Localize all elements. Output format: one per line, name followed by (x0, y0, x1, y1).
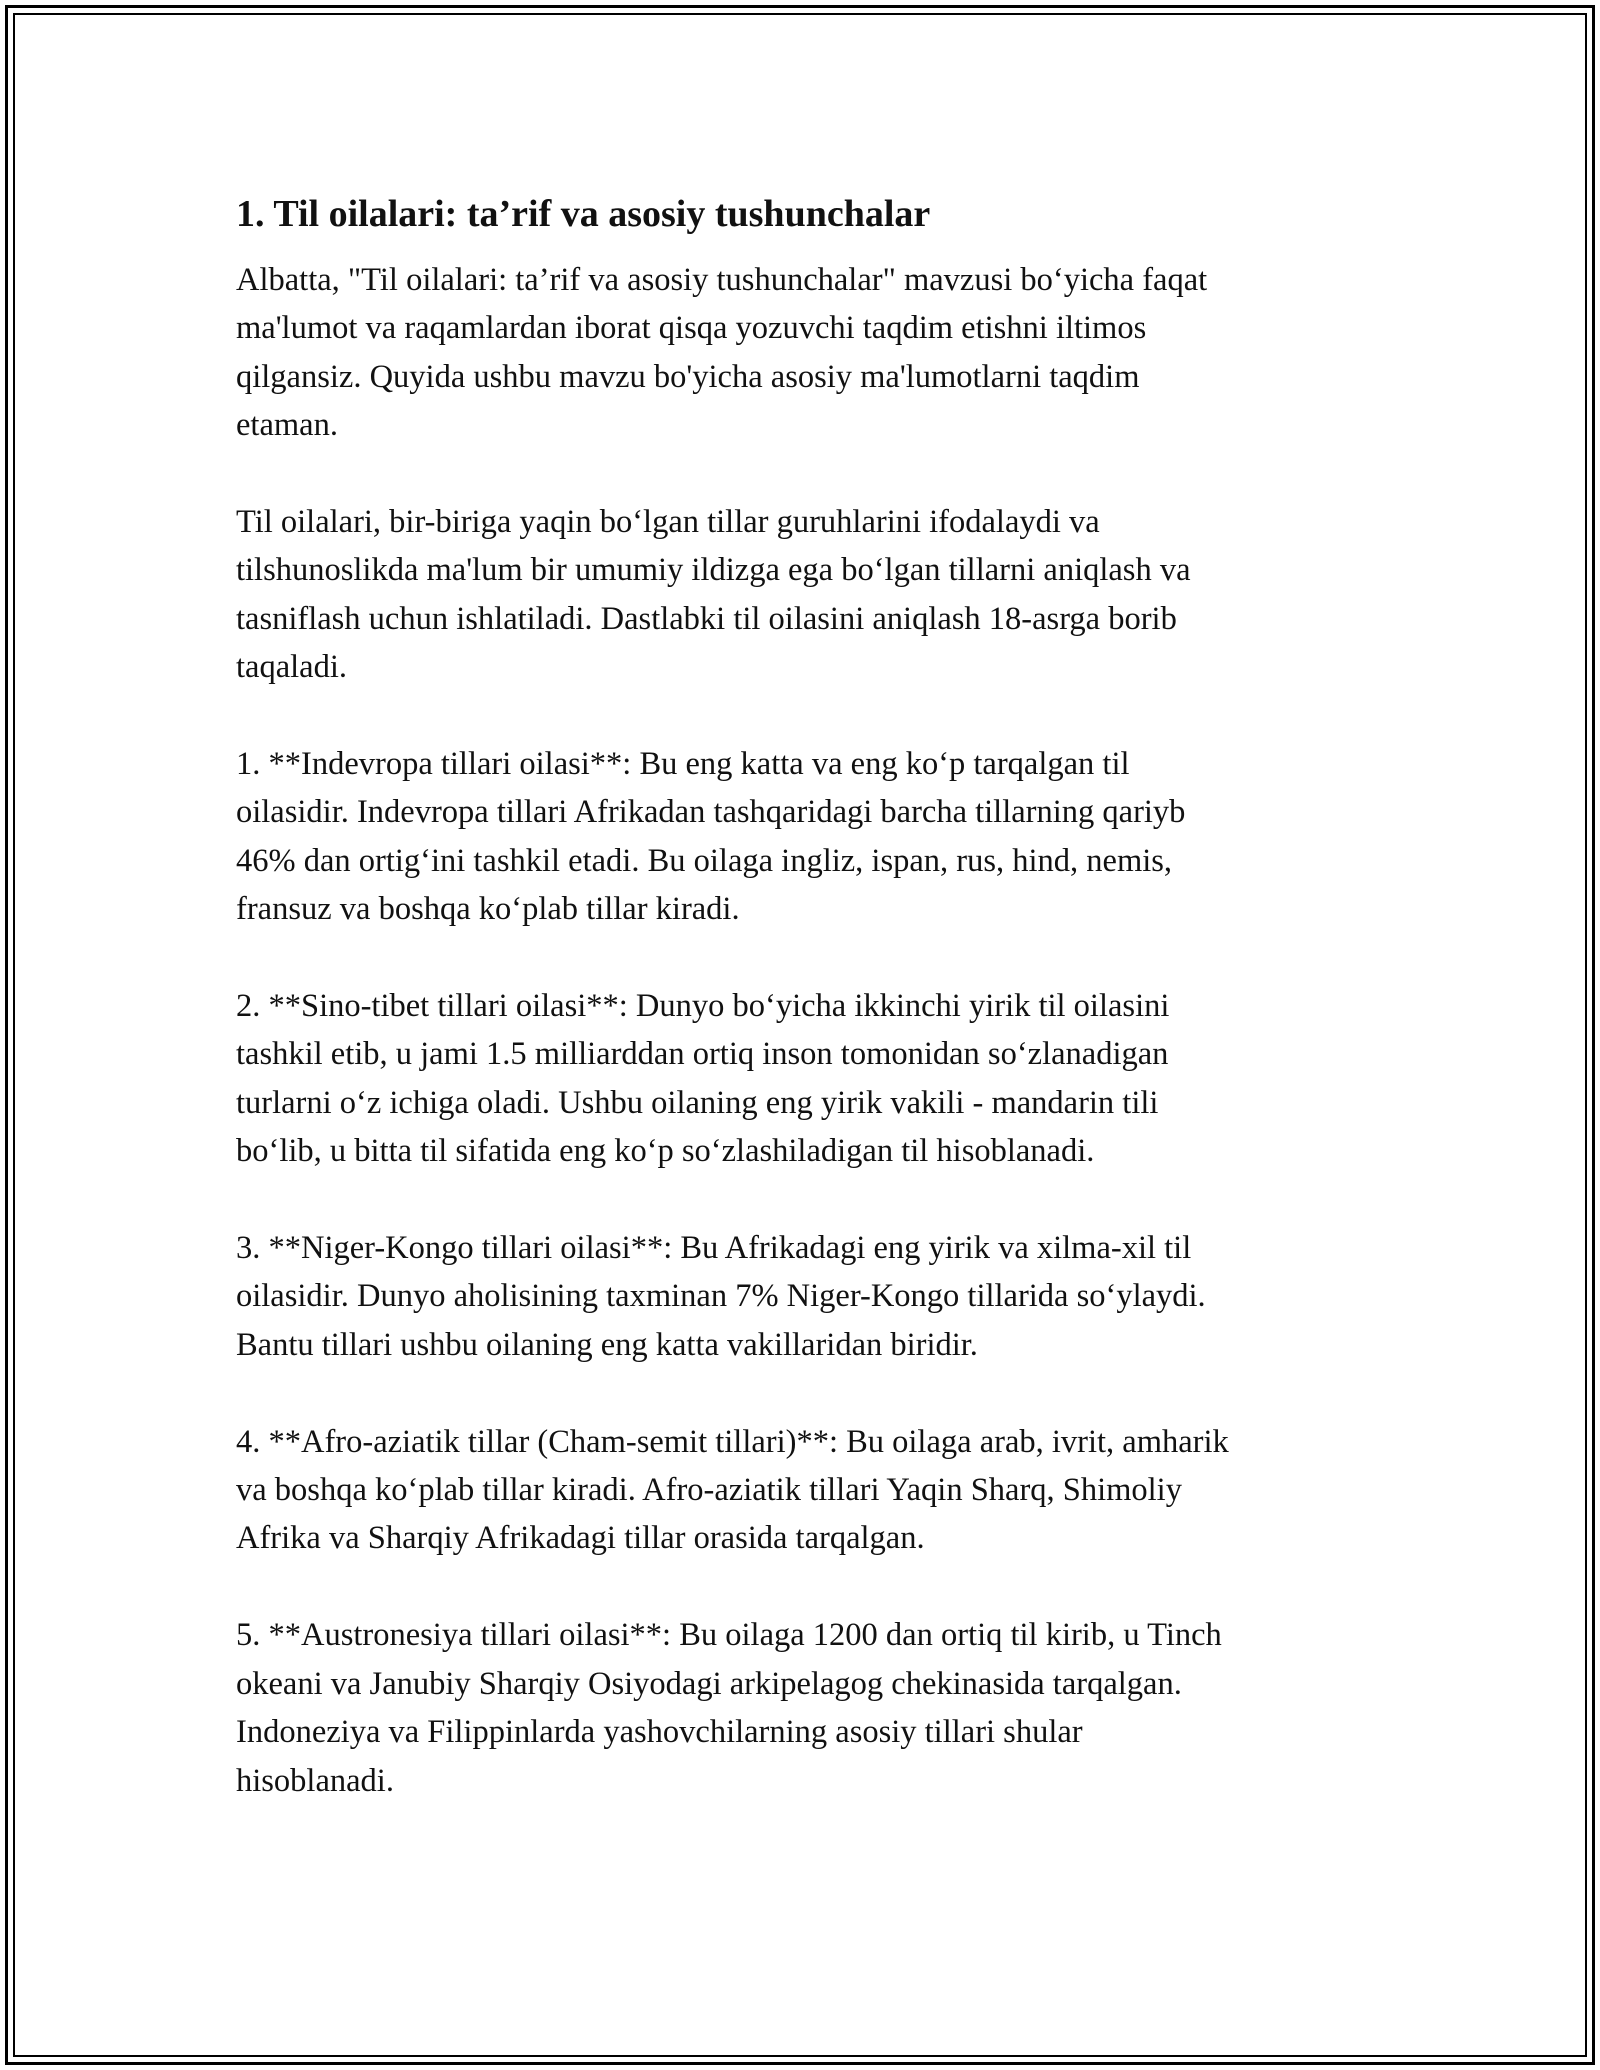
text-line: 4. **Afro-aziatik tillar (Cham-semit tillari)**: Bu oilaga arab, ivrit, amharik (236, 1423, 1229, 1460)
text-line: 46% dan ortig‘ini tashkil etadi. Bu oilaga ingliz, ispan, rus, hind, nemis, (236, 842, 1173, 879)
text-line: hisoblanadi. (236, 1762, 394, 1799)
intro-paragraph (236, 256, 1366, 450)
text-line: oilasidir. Dunyo aholisining taxminan 7% Niger-Kongo tillarida so‘ylaydi. (236, 1278, 1206, 1315)
document-title: 1. Til oilalari: ta’rif va asosiy tushunchalar (236, 193, 931, 235)
text-line: 3. **Niger-Kongo tillari oilasi**: Bu Afrikadagi eng yirik va xilma-xil til (236, 1230, 1192, 1267)
text-line: va boshqa ko‘plab tillar kiradi. Afro-aziatik tillari Yaqin Sharq, Shimoliy (236, 1472, 1182, 1509)
text-line: turlarni o‘z ichiga oladi. Ushbu oilaning eng yirik vakili - mandarin tili (236, 1084, 1159, 1121)
text-line: Afrika va Sharqiy Afrikadagi tillar orasida tarqalgan. (236, 1520, 925, 1557)
text-line: Bantu tillari ushbu oilaning eng katta vakillaridan biridir. (236, 1326, 978, 1363)
text-line: 5. **Austronesiya tillari oilasi**: Bu oilaga 1200 dan ortiq til kirib, u Tinch (236, 1617, 1222, 1654)
text-line: Indoneziya va Filippinlarda yashovchilarning asosiy tillari shular (236, 1714, 1083, 1751)
text-line: okeani va Janubiy Sharqiy Osiyodagi arkipelagog chekinasida tarqalgan. (236, 1665, 1182, 1702)
document-body (236, 182, 1366, 1853)
list-item-afro-asiatic (236, 1418, 1366, 1563)
text-line: Albatta, "Til oilalari: ta’rif va asosiy tushunchalar" mavzusi bo‘yicha faqat (236, 262, 1208, 298)
list-item-niger-congo (236, 1224, 1366, 1369)
list-item-indo-european (236, 740, 1366, 934)
text-line: Til oilalari, bir-biriga yaqin bo‘lgan tillar guruhlarini ifodalaydi va (236, 504, 1100, 541)
text-line: qilgansiz. Quyida ushbu mavzu bo'yicha asosiy ma'lumotlarni taqdim (236, 358, 1140, 395)
text-line: tasniflash uchun ishlatiladi. Dastlabki til oilasini aniqlash 18-asrga borib (236, 600, 1177, 637)
text-line: tilshunoslikda ma'lum bir umumiy ildizga ega bo‘lgan tillarni aniqlash va (236, 552, 1191, 589)
text-line: etaman. (236, 407, 338, 444)
text-line: taqaladi. (236, 649, 347, 686)
text-line: 2. **Sino-tibet tillari oilasi**: Dunyo bo‘yicha ikkinchi yirik til oilasini (236, 988, 1170, 1025)
text-line: bo‘lib, u bitta til sifatida eng ko‘p so‘zlashiladigan til hisoblanadi. (236, 1133, 1095, 1170)
definition-paragraph (236, 498, 1366, 692)
text-line: oilasidir. Indevropa tillari Afrikadan tashqaridagi barcha tillarning qariyb (236, 794, 1186, 831)
text-line: ma'lumot va raqamlardan iborat qisqa yozuvchi taqdim etishni iltimos (236, 310, 1147, 347)
list-item-austronesian (236, 1611, 1366, 1805)
text-line: fransuz va boshqa ko‘plab tillar kiradi. (236, 891, 740, 928)
text-line: tashkil etib, u jami 1.5 milliarddan ortiq inson tomonidan so‘zlanadigan (236, 1036, 1169, 1073)
list-item-sino-tibetan (236, 982, 1366, 1176)
text-line: 1. **Indevropa tillari oilasi**: Bu eng katta va eng ko‘p tarqalgan til (236, 746, 1130, 783)
